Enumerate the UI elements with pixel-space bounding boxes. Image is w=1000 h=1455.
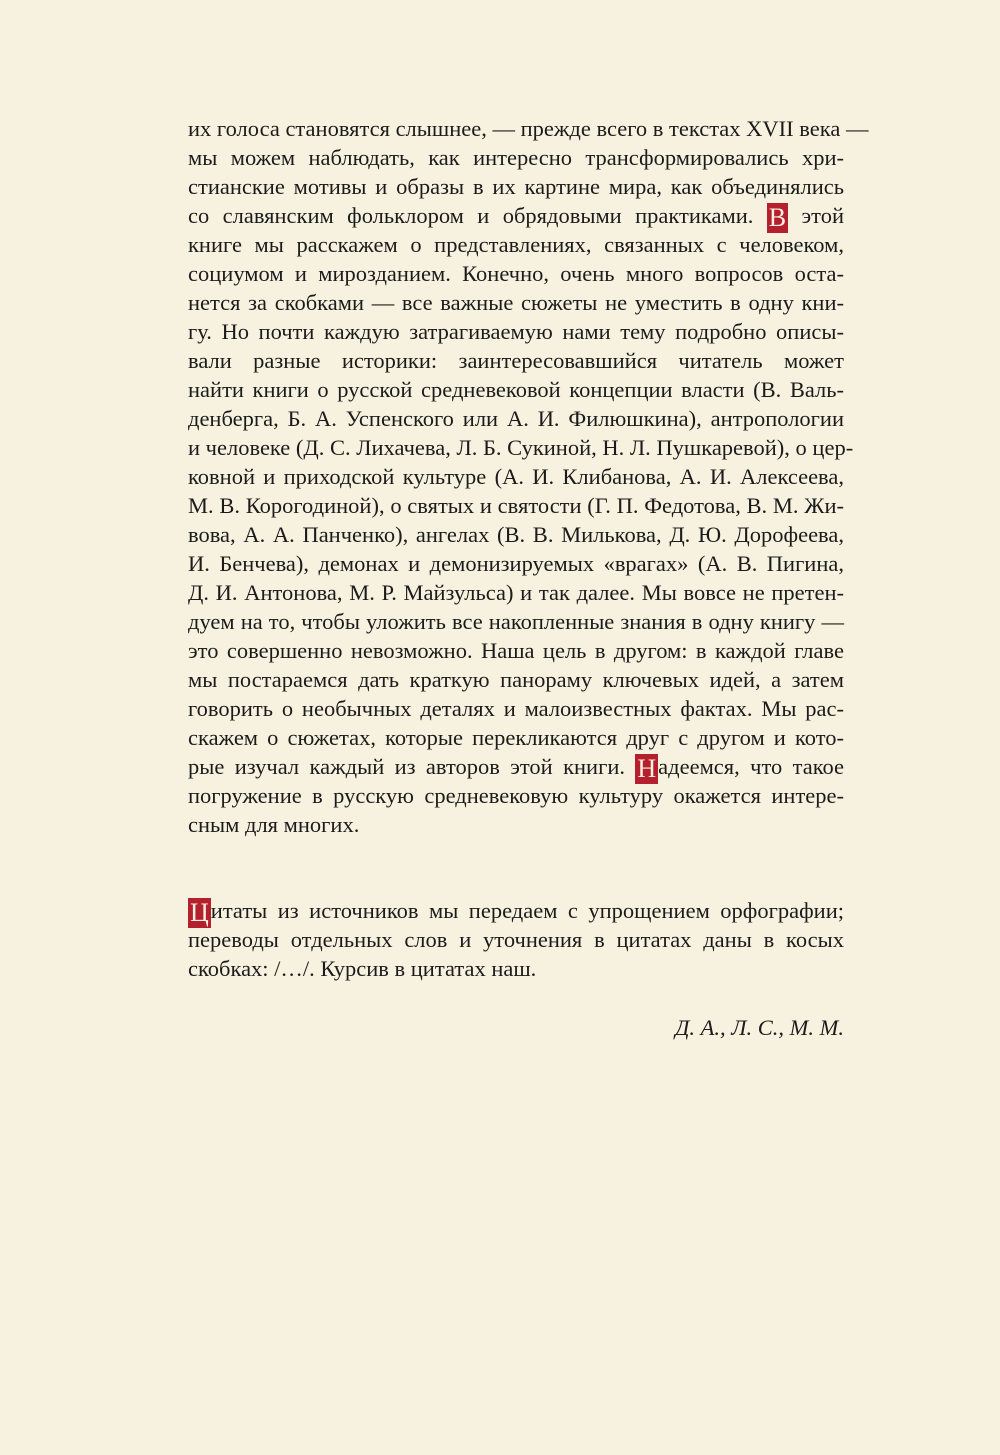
line-text-after: адеемся, что такое — [658, 754, 844, 779]
line-text-after: этой — [788, 203, 845, 228]
text-line: мы можем наблюдать, как интересно трансформировались хри- — [188, 145, 844, 170]
text-line: гу. Но почти каждую затрагиваемую нами тему подробно описы- — [188, 319, 844, 344]
line-text-before: рые изучал каждый из авторов этой книги. — [188, 754, 636, 779]
text-line: вова, А. А. Панченко), ангелах (В. В. Милькова, Д. Ю. Дорофеева, — [188, 522, 844, 547]
authors-signature: Д. А., Л. С., М. М. — [675, 1015, 844, 1040]
text-line: их голоса становятся слышнее, — прежде всего в текстах XVII века — — [188, 116, 869, 141]
text-line: скобках: /…/. Курсив в цитатах наш. — [188, 956, 537, 981]
text-line: дуем на то, чтобы уложить все накопленные знания в одну книгу — — [188, 609, 844, 634]
text-line: стианские мотивы и образы в их картине мира, как объединялись — [188, 174, 844, 199]
text-line: И. Бенчева), демонах и демонизируемых «врагах» (А. В. Пигина, — [188, 551, 844, 576]
text-line: скажем о сюжетах, которые перекликаются друг с другом и кото- — [188, 725, 844, 750]
decorative-initial-letter: В — [768, 203, 787, 232]
text-line: переводы отдельных слов и уточнения в цитатах даны в косых — [188, 927, 844, 952]
text-line: погружение в русскую средневековую культуру окажется интере- — [188, 783, 844, 808]
text-line: это совершенно невозможно. Наша цель в другом: в каждой главе — [188, 638, 844, 663]
text-line: нется за скобками — все важные сюжеты не уместить в одну кни- — [188, 290, 844, 315]
text-line: говорить о необычных деталях и малоизвестных фактах. Мы рас- — [188, 696, 844, 721]
text-line: и человеке (Д. С. Лихачева, Л. Б. Сукиной, Н. Л. Пушкаревой), о цер- — [188, 435, 854, 460]
decorative-initial-letter: Н — [637, 754, 657, 783]
text-line: мы постараемся дать краткую панораму ключевых идей, а затем — [188, 667, 844, 692]
line-text-after: итаты из источников мы передаем с упрощением орфографии; — [210, 898, 844, 923]
text-line: денберга, Б. А. Успенского или А. И. Филюшкина), антропологии — [188, 406, 844, 431]
text-line: Д. И. Антонова, М. Р. Майзульса) и так далее. Мы вовсе не претен- — [188, 580, 844, 605]
text-line: ковной и приходской культуре (А. И. Клибанова, А. И. Алексеева, — [188, 464, 844, 489]
text-line — [188, 752, 844, 781]
decorative-initial-letter: Ц — [190, 898, 209, 927]
text-line: социумом и мирозданием. Конечно, очень много вопросов оста- — [188, 261, 844, 286]
text-line: книге мы расскажем о представлениях, связанных с человеком, — [188, 232, 844, 257]
text-line: найти книги о русской средневековой концепции власти (В. Валь- — [188, 377, 844, 402]
main-paragraph — [188, 114, 869, 839]
note-paragraph — [188, 896, 844, 983]
line-text-before: со славянским фольклором и обрядовыми практиками. — [188, 203, 767, 228]
text-line — [188, 201, 844, 230]
text-line: сным для многих. — [188, 812, 360, 837]
text-line: М. В. Корогодиной), о святых и святости (Г. П. Федотова, В. М. Жи- — [188, 493, 844, 518]
text-line: вали разные историки: заинтересовавшийся читатель может — [188, 348, 844, 373]
text-line — [188, 896, 844, 925]
